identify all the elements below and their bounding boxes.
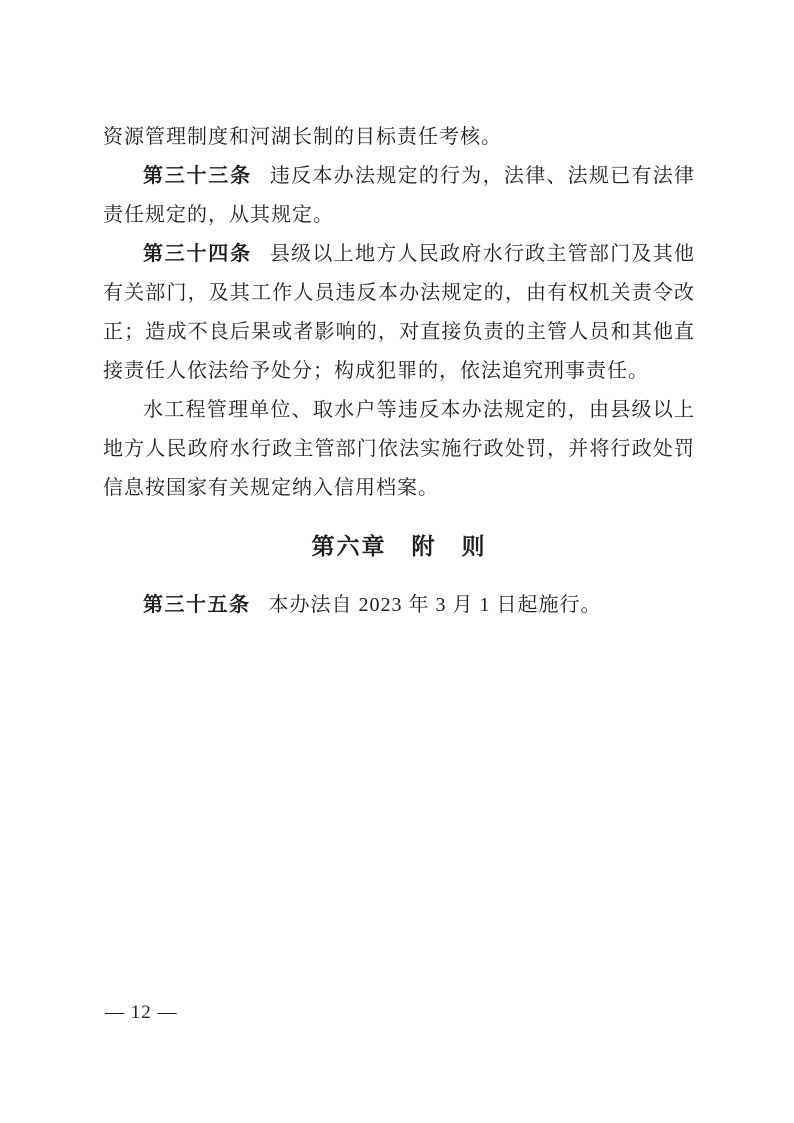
article-term: 第三十五条 [143,594,251,616]
paragraph-text: 县级以上地方人民政府水行政主管部门及其他有关部门，及其工作人员违反本办法规定的，由有权机关责令改正；造成不良后果或者影响的，对直接负责的主管人员和其他直接责任人依法给予处分；构成犯罪的，依法追究刑事责任。 [103,243,696,382]
article-term: 第三十四条 [143,243,252,265]
chapter-heading: 第六章 附 则 [311,533,487,559]
paragraph-article-35 [103,586,695,625]
paragraph-article-34 [103,235,695,391]
paragraph-continuation [103,118,695,157]
body-text [103,118,695,625]
paragraph-text: 资源管理制度和河湖长制的目标责任考核。 [103,126,502,148]
paragraph-article-33 [103,157,695,235]
paragraph-article-34-clause-2 [103,391,695,508]
paragraph-text: 本办法自 2023 年 3 月 1 日起施行。 [268,594,602,616]
article-term: 第三十三条 [143,165,252,187]
paragraph-text: 水工程管理单位、取水户等违反本办法规定的，由县级以上地方人民政府水行政主管部门依法实施行政处罚，并将行政处罚信息按国家有关规定纳入信用档案。 [103,399,695,499]
page-number: — 12 — [105,1002,178,1023]
paragraph-text: 违反本办法规定的行为，法律、法规已有法律责任规定的，从其规定。 [103,165,696,226]
